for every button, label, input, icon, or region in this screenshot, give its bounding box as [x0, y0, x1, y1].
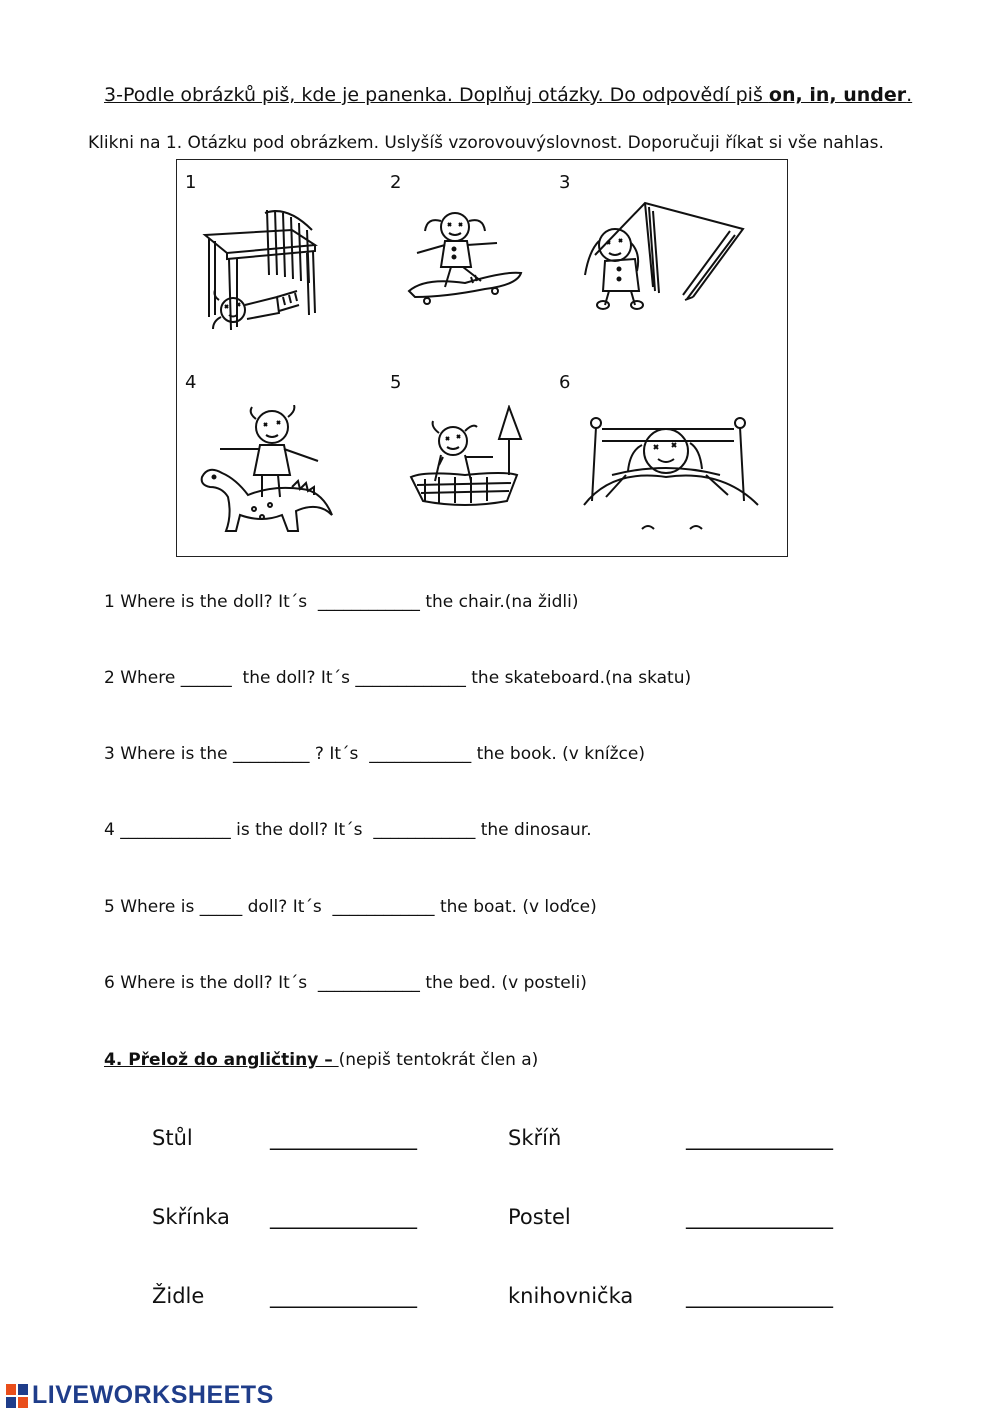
section-4-title: 4. Přelož do angličtiny – — [104, 1050, 339, 1070]
instruction-text: Klikni na 1. Otázku pod obrázkem. Uslyšíš vzorovouvýslovnost. Doporučuji říkat si vše nahlas. — [88, 133, 884, 153]
question-3[interactable]: 3 Where is the _________ ? It´s ____________ the book. (v knížce) — [104, 744, 645, 764]
picture-number-2: 2 — [390, 172, 402, 193]
liveworksheets-logo-icon — [6, 1384, 28, 1408]
translate-blank-stul[interactable]: ______________ — [270, 1126, 417, 1150]
doll-in-book-icon — [575, 195, 750, 315]
translate-blank-zidle[interactable]: ______________ — [270, 1284, 417, 1308]
translate-word-postel: Postel — [508, 1205, 571, 1229]
translate-word-zidle: Židle — [152, 1284, 205, 1308]
translate-blank-skrinka[interactable]: ______________ — [270, 1205, 417, 1229]
question-4[interactable]: 4 _____________ is the doll? It´s ____________ the dinosaur. — [104, 820, 592, 840]
heading-suffix: . — [906, 84, 913, 106]
picture-number-5: 5 — [390, 372, 402, 393]
section-4-heading — [104, 1050, 538, 1070]
question-2[interactable]: 2 Where ______ the doll? It´s _____________ the skateboard.(na skatu) — [104, 668, 692, 688]
doll-under-table-icon — [197, 205, 337, 335]
heading-prefix: 3-Podle obrázků piš, kde je panenka. Doplňuj otázky. Do odpovědí piš — [104, 84, 769, 106]
translate-word-stul: Stůl — [152, 1126, 193, 1150]
translate-blank-skrin[interactable]: ______________ — [686, 1126, 833, 1150]
translate-blank-postel[interactable]: ______________ — [686, 1205, 833, 1229]
translate-word-skrin: Skříň — [508, 1126, 562, 1150]
picture-number-3: 3 — [559, 172, 571, 193]
translate-blank-knihovnicka[interactable]: ______________ — [686, 1284, 833, 1308]
picture-number-6: 6 — [559, 372, 571, 393]
doll-in-bed-icon — [582, 405, 762, 535]
translate-word-knihovnicka: knihovnička — [508, 1284, 634, 1308]
section-4-note: (nepiš tentokrát člen a) — [338, 1050, 539, 1070]
question-5[interactable]: 5 Where is _____ doll? It´s ____________ the boat. (v loďce) — [104, 897, 597, 917]
question-1[interactable]: 1 Where is the doll? It´s ____________ the chair.(na židli) — [104, 592, 579, 612]
picture-number-4: 4 — [185, 372, 197, 393]
doll-on-skateboard-icon — [405, 205, 525, 305]
picture-grid — [176, 159, 788, 557]
question-6[interactable]: 6 Where is the doll? It´s ____________ the bed. (v posteli) — [104, 973, 587, 993]
doll-on-dinosaur-icon — [192, 405, 347, 540]
worksheet-heading — [104, 84, 912, 106]
liveworksheets-brand: LIVEWORKSHEETS — [32, 1381, 274, 1409]
doll-in-boat-icon — [405, 405, 530, 515]
heading-keywords: on, in, under — [768, 84, 907, 106]
translate-word-skrinka: Skřínka — [152, 1205, 230, 1229]
picture-number-1: 1 — [185, 172, 197, 193]
